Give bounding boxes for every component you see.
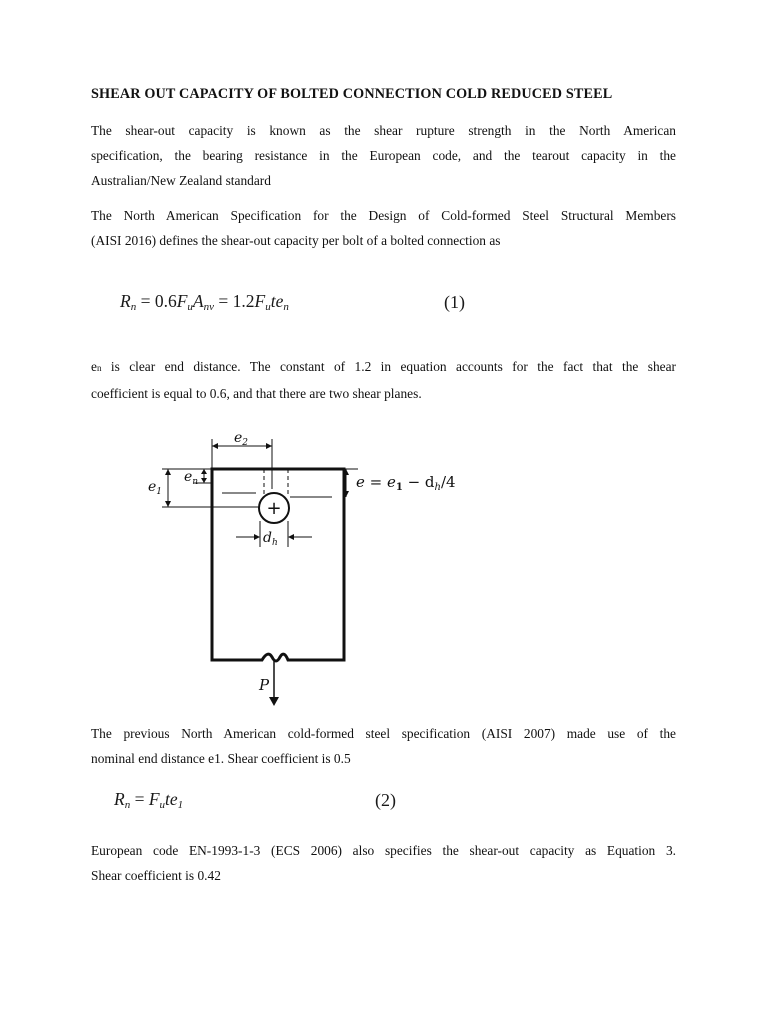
eq-symbol: F: [176, 291, 188, 311]
equation-1: [120, 291, 289, 313]
eq-symbol: F: [254, 291, 266, 311]
paragraph-line: nominal end distance e1. Shear coefficient is 0.5: [91, 751, 351, 766]
paragraph-text: is clear end distance. The constant of 1.2 in equation accounts for the fact that the shear: [101, 359, 676, 374]
paragraph-line: specification, the bearing resistance in the European code, and the tearout capacity in the: [91, 148, 676, 163]
eq-symbol: A: [192, 291, 204, 311]
paragraph-clear-end-distance: [91, 354, 676, 406]
eq-symbol: F: [148, 789, 160, 809]
en-symbol: e: [91, 359, 97, 374]
eq-subscript: u: [187, 301, 193, 313]
bolt-plus-symbol: +: [266, 498, 282, 519]
paragraph-line: [91, 354, 676, 381]
label-p-load: P: [259, 676, 270, 694]
paragraph-line: The North American Specification for the Design of Cold-formed Steel Structural Members: [91, 208, 676, 223]
eq-subscript: n: [130, 301, 137, 313]
equation-2-number: (2): [375, 790, 396, 810]
eq-symbol: te: [165, 789, 178, 809]
paragraph-line: Australian/New Zealand standard: [91, 173, 271, 188]
equation-2: [114, 789, 183, 811]
label-e1: $e_1$: [148, 479, 163, 497]
eq-subscript: u: [159, 799, 166, 811]
paragraph-shear-out-definition: [91, 118, 676, 193]
document-title: SHEAR OUT CAPACITY OF BOLTED CONNECTION COLD REDUCED STEEL: [91, 86, 613, 102]
label-e-formula: $e = e_1 - d_h/4$: [356, 473, 456, 493]
paragraph-line: (AISI 2016) defines the shear-out capacity per bolt of a bolted connection as: [91, 233, 501, 248]
paragraph-line: The previous North American cold-formed steel specification (AISI 2007) made use of the: [91, 726, 676, 741]
eq-text: = 0.6: [136, 291, 177, 311]
label-dh: $d_h$: [263, 530, 278, 548]
eq-text: =: [130, 789, 149, 809]
en-subscript: n: [96, 363, 102, 373]
paragraph-line: coefficient is equal to 0.6, and that there are two shear planes.: [91, 386, 422, 401]
eq-symbol: R: [114, 789, 125, 809]
eq-subscript: n: [283, 301, 289, 313]
label-e2: $e_2$: [234, 430, 249, 448]
equation-1-number: (1): [444, 292, 465, 312]
paragraph-european-code: [91, 838, 676, 888]
paragraph-line: The shear-out capacity is known as the shear rupture strength in the North American: [91, 123, 676, 138]
label-en: $e_n$: [184, 469, 199, 487]
eq-symbol: R: [120, 291, 131, 311]
eq-subscript: u: [265, 301, 271, 313]
eq-symbol: te: [270, 291, 284, 311]
bolt-end-distance-figure: [140, 425, 480, 710]
paragraph-aisi-2016: [91, 203, 676, 253]
paragraph-line: Shear coefficient is 0.42: [91, 868, 221, 883]
eq-subscript: nv: [203, 301, 214, 313]
eq-subscript: 1: [177, 799, 184, 811]
eq-subscript: n: [124, 799, 131, 811]
paragraph-aisi-2007: [91, 721, 676, 771]
paragraph-line: European code EN-1993-1-3 (ECS 2006) also specifies the shear-out capacity as Equation 3.: [91, 843, 676, 858]
load-arrowhead: [269, 697, 279, 706]
eq-text: = 1.2: [214, 291, 255, 311]
